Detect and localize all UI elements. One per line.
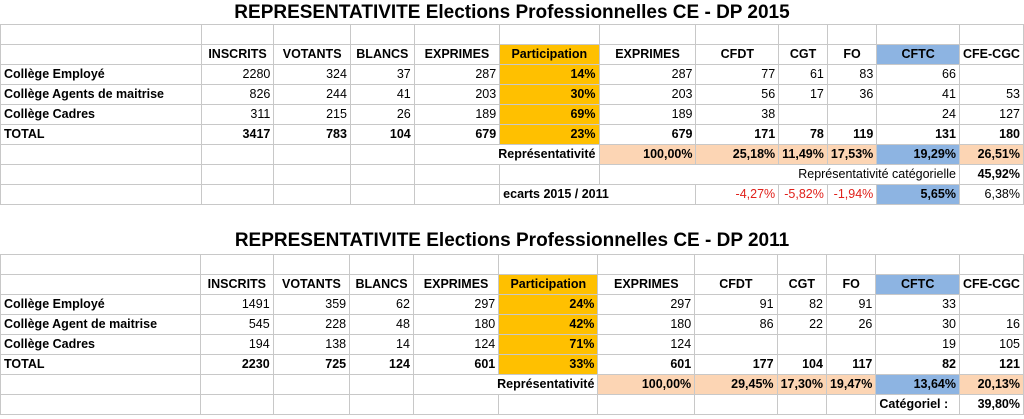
cell[interactable]: 104 xyxy=(350,125,414,145)
table-row xyxy=(1,65,1024,85)
header-cftc[interactable]: CFTC xyxy=(877,45,960,65)
cell[interactable] xyxy=(499,395,598,415)
cell[interactable] xyxy=(1,275,201,295)
total-row xyxy=(1,125,1024,145)
header-participation[interactable]: Participation xyxy=(499,275,598,295)
header-fo[interactable]: FO xyxy=(827,45,876,65)
representativite-cell[interactable]: 100,00% xyxy=(598,375,695,395)
header-blancs[interactable]: BLANCS xyxy=(350,275,414,295)
header-participation[interactable]: Participation xyxy=(500,45,599,65)
cell[interactable] xyxy=(350,375,414,395)
table-2015 xyxy=(0,24,1024,205)
representativite-row xyxy=(1,145,1024,165)
representativite-cell[interactable]: 13,64% xyxy=(876,375,960,395)
participation-cell[interactable]: 33% xyxy=(499,355,598,375)
cell[interactable] xyxy=(598,395,695,415)
cell[interactable] xyxy=(201,165,274,185)
cell[interactable]: 203 xyxy=(414,85,499,105)
cell[interactable]: 679 xyxy=(599,125,696,145)
participation-cell[interactable]: 24% xyxy=(499,295,598,315)
cell[interactable] xyxy=(1,45,202,65)
cell[interactable]: 105 xyxy=(959,335,1023,355)
cell[interactable]: 119 xyxy=(827,125,876,145)
cell[interactable] xyxy=(826,335,875,355)
table-row xyxy=(1,105,1024,125)
cell[interactable] xyxy=(201,395,274,415)
cell[interactable]: 24 xyxy=(877,105,960,125)
cell[interactable]: 48 xyxy=(350,315,414,335)
spacer-row xyxy=(1,25,1024,45)
cell[interactable]: 124 xyxy=(413,335,498,355)
cell[interactable]: 203 xyxy=(599,85,696,105)
cell[interactable]: 16 xyxy=(959,315,1023,335)
participation-cell[interactable]: 14% xyxy=(500,65,599,85)
cell[interactable] xyxy=(827,105,876,125)
cell[interactable]: 91 xyxy=(695,295,777,315)
header-row xyxy=(1,275,1024,295)
ecarts-cell[interactable]: -5,82% xyxy=(779,185,828,205)
cell[interactable] xyxy=(777,395,826,415)
row-label[interactable]: Collège Cadres xyxy=(1,105,202,125)
header-row xyxy=(1,45,1024,65)
cell[interactable]: 61 xyxy=(779,65,828,85)
cell[interactable] xyxy=(826,395,875,415)
representativite-cell[interactable]: 11,49% xyxy=(779,145,828,165)
cell[interactable]: 14 xyxy=(350,335,414,355)
table-row xyxy=(1,85,1024,105)
cell[interactable]: 826 xyxy=(201,85,274,105)
representativite-cell[interactable]: 25,18% xyxy=(696,145,779,165)
cell[interactable] xyxy=(414,185,499,205)
representativite-cell[interactable]: 20,13% xyxy=(959,375,1023,395)
row-label[interactable]: TOTAL xyxy=(1,125,202,145)
representativite-cell[interactable]: 26,51% xyxy=(959,145,1023,165)
header-exprimes-2[interactable]: EXPRIMES xyxy=(599,45,696,65)
table-row xyxy=(1,295,1024,315)
cell[interactable]: 297 xyxy=(413,295,498,315)
cell[interactable]: 30 xyxy=(876,315,960,335)
categorielle-label[interactable]: Représentativité catégorielle xyxy=(599,165,959,185)
ecarts-cell[interactable]: 6,38% xyxy=(959,185,1023,205)
header-cgt[interactable]: CGT xyxy=(779,45,828,65)
cell[interactable] xyxy=(1,165,202,185)
representativite-label[interactable]: Représentativité xyxy=(414,145,599,165)
cell[interactable]: 215 xyxy=(274,105,351,125)
representativite-cell[interactable]: 19,47% xyxy=(826,375,875,395)
cell[interactable]: 244 xyxy=(274,85,351,105)
cell[interactable]: 56 xyxy=(696,85,779,105)
cell[interactable]: 287 xyxy=(414,65,499,85)
cell[interactable]: 91 xyxy=(826,295,875,315)
representativite-cell[interactable]: 17,53% xyxy=(827,145,876,165)
categoriel-row xyxy=(1,395,1024,415)
cell[interactable] xyxy=(350,165,414,185)
participation-cell[interactable]: 69% xyxy=(500,105,599,125)
cell[interactable]: 22 xyxy=(777,315,826,335)
cell[interactable] xyxy=(414,165,499,185)
categoriel-label[interactable]: Catégoriel : xyxy=(876,395,960,415)
cell[interactable]: 324 xyxy=(274,65,351,85)
cell[interactable]: 359 xyxy=(273,295,349,315)
cell[interactable]: 138 xyxy=(273,335,349,355)
cell[interactable] xyxy=(777,335,826,355)
cell[interactable]: 189 xyxy=(414,105,499,125)
cell[interactable] xyxy=(201,145,274,165)
cell[interactable]: 601 xyxy=(598,355,695,375)
cell[interactable]: 545 xyxy=(201,315,274,335)
cell[interactable]: 82 xyxy=(876,355,960,375)
cell[interactable]: 17 xyxy=(779,85,828,105)
header-votants[interactable]: VOTANTS xyxy=(274,45,351,65)
cell[interactable]: 311 xyxy=(201,105,274,125)
header-cfe-cgc[interactable]: CFE-CGC xyxy=(959,45,1023,65)
cell[interactable]: 53 xyxy=(959,85,1023,105)
spacer-row xyxy=(1,255,1024,275)
cell[interactable] xyxy=(959,65,1023,85)
header-exprimes[interactable]: EXPRIMES xyxy=(414,45,499,65)
table-row xyxy=(1,315,1024,335)
representativite-cell[interactable]: 19,29% xyxy=(877,145,960,165)
ecarts-label[interactable]: ecarts 2015 / 2011 xyxy=(500,185,696,205)
header-cftc[interactable]: CFTC xyxy=(876,275,960,295)
cell[interactable] xyxy=(413,395,498,415)
cell[interactable]: 297 xyxy=(598,295,695,315)
participation-cell[interactable]: 42% xyxy=(499,315,598,335)
ecarts-row xyxy=(1,185,1024,205)
representativite-cell[interactable]: 29,45% xyxy=(695,375,777,395)
cell[interactable] xyxy=(201,185,274,205)
cell[interactable] xyxy=(1,395,201,415)
cell[interactable]: 77 xyxy=(696,65,779,85)
cell[interactable]: 78 xyxy=(779,125,828,145)
ecarts-cell[interactable]: -4,27% xyxy=(696,185,779,205)
cell[interactable]: 33 xyxy=(876,295,960,315)
cell[interactable]: 36 xyxy=(827,85,876,105)
representativite-row xyxy=(1,375,1024,395)
cell[interactable]: 725 xyxy=(273,355,349,375)
cell[interactable]: 41 xyxy=(877,85,960,105)
cell[interactable]: 189 xyxy=(599,105,696,125)
cell[interactable]: 104 xyxy=(777,355,826,375)
cell[interactable]: 180 xyxy=(598,315,695,335)
header-fo[interactable]: FO xyxy=(826,275,875,295)
cell[interactable]: 131 xyxy=(877,125,960,145)
cell[interactable]: 180 xyxy=(413,315,498,335)
cell[interactable]: 194 xyxy=(201,335,274,355)
cell[interactable] xyxy=(201,375,274,395)
cell[interactable]: 180 xyxy=(959,125,1023,145)
cell[interactable] xyxy=(1,185,202,205)
header-inscrits[interactable]: INSCRITS xyxy=(201,45,274,65)
cell[interactable]: 37 xyxy=(350,65,414,85)
participation-cell[interactable]: 23% xyxy=(500,125,599,145)
cell[interactable]: 2280 xyxy=(201,65,274,85)
cell[interactable]: 117 xyxy=(826,355,875,375)
cell[interactable]: 228 xyxy=(273,315,349,335)
cell[interactable] xyxy=(1,375,201,395)
cell[interactable]: 171 xyxy=(696,125,779,145)
row-label[interactable]: Collège Cadres xyxy=(1,335,201,355)
categorielle-value[interactable]: 45,92% xyxy=(959,165,1023,185)
cell[interactable] xyxy=(350,145,414,165)
header-inscrits[interactable]: INSCRITS xyxy=(201,275,274,295)
header-cfdt[interactable]: CFDT xyxy=(695,275,777,295)
header-exprimes[interactable]: EXPRIMES xyxy=(413,275,498,295)
cell[interactable]: 177 xyxy=(695,355,777,375)
cell[interactable]: 601 xyxy=(413,355,498,375)
header-exprimes-2[interactable]: EXPRIMES xyxy=(598,275,695,295)
cell[interactable] xyxy=(350,185,414,205)
cell[interactable]: 26 xyxy=(350,105,414,125)
cell[interactable]: 2230 xyxy=(201,355,274,375)
cell[interactable]: 83 xyxy=(827,65,876,85)
title-2011: REPRESENTATIVITE Elections Professionnelles CE - DP 2011 xyxy=(234,230,790,251)
cell[interactable]: 26 xyxy=(826,315,875,335)
cell[interactable]: 38 xyxy=(696,105,779,125)
cell[interactable]: 19 xyxy=(876,335,960,355)
title-2015: REPRESENTATIVITE Elections Professionnelles CE - DP 2015 xyxy=(234,2,790,23)
categorielle-row xyxy=(1,165,1024,185)
cell[interactable] xyxy=(779,105,828,125)
cell[interactable]: 41 xyxy=(350,85,414,105)
cell[interactable]: 679 xyxy=(414,125,499,145)
cell[interactable]: 124 xyxy=(598,335,695,355)
total-row xyxy=(1,355,1024,375)
representativite-label[interactable]: Représentativité xyxy=(413,375,598,395)
representativite-cell[interactable]: 100,00% xyxy=(599,145,696,165)
cell[interactable] xyxy=(695,395,777,415)
cell[interactable]: 1491 xyxy=(201,295,274,315)
row-label[interactable]: TOTAL xyxy=(1,355,201,375)
cell[interactable] xyxy=(695,335,777,355)
cell[interactable] xyxy=(274,145,351,165)
cell[interactable]: 62 xyxy=(350,295,414,315)
cell[interactable] xyxy=(274,185,351,205)
cell[interactable] xyxy=(273,375,349,395)
header-cfe-cgc[interactable]: CFE-CGC xyxy=(959,275,1023,295)
cell[interactable]: 121 xyxy=(959,355,1023,375)
cell[interactable]: 287 xyxy=(599,65,696,85)
header-cfdt[interactable]: CFDT xyxy=(696,45,779,65)
row-label[interactable]: Collège Agents de maitrise xyxy=(1,85,202,105)
cell[interactable] xyxy=(500,165,599,185)
cell[interactable]: 82 xyxy=(777,295,826,315)
ecarts-cell[interactable]: -1,94% xyxy=(827,185,876,205)
cell[interactable] xyxy=(273,395,349,415)
cell[interactable] xyxy=(959,295,1023,315)
participation-cell[interactable]: 30% xyxy=(500,85,599,105)
cell[interactable]: 3417 xyxy=(201,125,274,145)
cell[interactable]: 124 xyxy=(350,355,414,375)
table-row xyxy=(1,335,1024,355)
row-label[interactable]: Collège Employé xyxy=(1,295,201,315)
cell[interactable]: 127 xyxy=(959,105,1023,125)
cell[interactable] xyxy=(350,395,414,415)
row-label[interactable]: Collège Employé xyxy=(1,65,202,85)
cell[interactable]: 66 xyxy=(877,65,960,85)
cell[interactable]: 783 xyxy=(274,125,351,145)
cell[interactable]: 86 xyxy=(695,315,777,335)
cell[interactable] xyxy=(1,145,202,165)
row-label[interactable]: Collège Agent de maitrise xyxy=(1,315,201,335)
header-cgt[interactable]: CGT xyxy=(777,275,826,295)
table-2011 xyxy=(0,254,1024,415)
header-votants[interactable]: VOTANTS xyxy=(273,275,349,295)
participation-cell[interactable]: 71% xyxy=(499,335,598,355)
cell[interactable] xyxy=(274,165,351,185)
header-blancs[interactable]: BLANCS xyxy=(350,45,414,65)
ecarts-cell[interactable]: 5,65% xyxy=(877,185,960,205)
representativite-cell[interactable]: 17,30% xyxy=(777,375,826,395)
categoriel-value[interactable]: 39,80% xyxy=(959,395,1023,415)
